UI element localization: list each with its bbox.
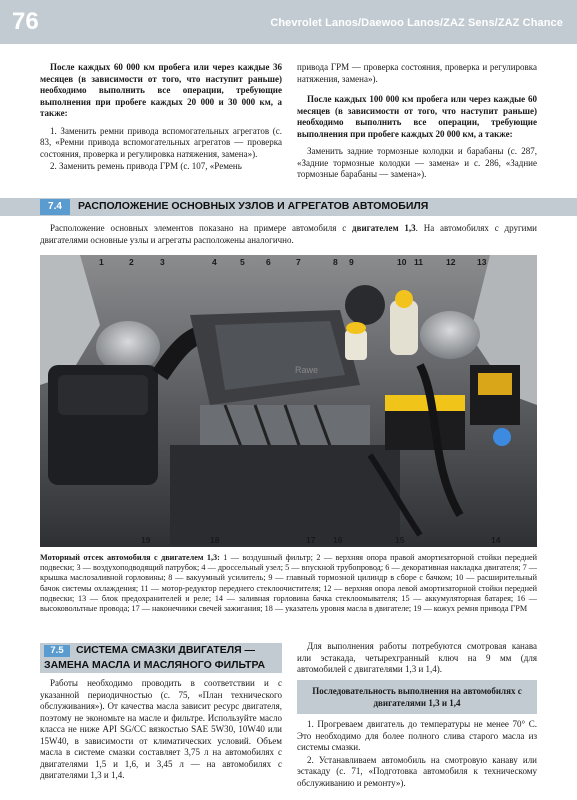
intro-engine: двигателем 1,3 xyxy=(352,223,416,233)
maintenance-100000-intro: После каждых 100 000 км пробега или через каждые 60 месяцев (в зависимости от того, что наступит раньше) необходимо выполнить все операции, требующие выполнения при пробеге каждых 20 000 км, а также: xyxy=(297,94,537,139)
maintenance-item-1: 1. Заменить ремни привода вспомогательных агрегатов (с. 83, «Ремни привода вспомогательных агрегатов — проверка состояния, проверка и регулировка натяжения, замена»). xyxy=(40,125,282,159)
figure-caption xyxy=(40,553,537,614)
tools-required: Для выполнения работы потребуются смотровая канава или эстакада, четырехгранный ключ на 9 мм (для автомобилей с двигателями 1,3 и 1,4). xyxy=(297,641,537,674)
callout-15: 15 xyxy=(395,535,405,545)
callout-8: 8 xyxy=(333,257,338,267)
callout-10: 10 xyxy=(397,257,407,267)
engine-bay-photo xyxy=(40,255,537,547)
book-title: Chevrolet Lanos/Daewoo Lanos/ZAZ Sens/ZAZ Chance xyxy=(270,17,563,29)
oil-change-body: Работы необходимо проводить в соответствии и с указанной периодичностью (с. 75, «План технического обслуживания»). От качества масла зависит ресурс двигателя, поэтому не экономьте на масле и фильтре. Используйте масло класса не ниже API SG/CC вязкостью SAE 5W30, 10W40 или 15W40, в зависимости от климатических условий. Объем масла в системе смазки составляет 3,75 л на автомобилях с двигателями 1,5 и 1,6, и 3,45 л — на автомобилях с двигателями 1,3 и 1,4. xyxy=(40,678,282,780)
section-7-5-number: 7.5 xyxy=(44,645,70,657)
callout-14: 14 xyxy=(491,535,501,545)
caption-head: Моторный отсек автомобиля с двигателем 1,3: xyxy=(40,553,220,562)
step-1: 1. Прогреваем двигатель до температуры не менее 70° С. Это необходимо для более полного слива старого масла из системы смазки. xyxy=(297,719,537,752)
maintenance-item-2: 2. Заменить ремень привода ГРМ (с. 107, «Ремень xyxy=(50,161,242,171)
maintenance-60000-intro: После каждых 60 000 км пробега или через каждые 36 месяцев (в зависимости от того, что наступит раньше) необходимо выполнить все операции, требующие выполнения при пробеге каждых 20 000 и 30 000 км, а также: xyxy=(40,62,282,118)
maintenance-item-2-cont: привода ГРМ — проверка состояния, проверка и регулировка натяжения, замена»). xyxy=(297,62,537,84)
procedure-steps xyxy=(297,719,537,789)
section-7-4-intro xyxy=(40,223,537,246)
section-7-5-left xyxy=(40,678,282,782)
section-7-5-title-2: ЗАМЕНА МАСЛА И МАСЛЯНОГО ФИЛЬТРА xyxy=(44,659,266,671)
page-number: 76 xyxy=(12,8,39,35)
top-right-column xyxy=(297,62,537,181)
section-7-5-title-1: СИСТЕМА СМАЗКИ ДВИГАТЕЛЯ — xyxy=(76,644,256,656)
caption-body: 1 — воздушный фильтр; 2 — верхняя опора правой амортизаторной стойки передней подвески; 3 — воздухоподводящий патрубок; 4 — дроссельный узел; 5 — впускной трубопровод; 6 — декоративная накладка двигателя; 7 — крышка маслозаливной горловины; 8 — вакуумный усилитель; 9 — главный тормозной цилиндр в сборе с бачком; 10 — расширительный бачок системы охлаждения; 11 — мотор-редуктор переднего стеклоочистителя; 12 — верхняя опора левой амортизаторной стойки передней подвески; 13 — блок предохранителей и реле; 14 — заливная горловина бачка стеклоомывателя; 15 — аккумуляторная батарея; 16 — высоковольтные провода; 17 — наконечники свечей зажигания; 18 — указатель уровня масла в двигателе; 19 — кожух ремня привода ГРМ xyxy=(40,553,538,614)
callout-5: 5 xyxy=(240,257,245,267)
callout-13: 13 xyxy=(477,257,487,267)
callout-11: 11 xyxy=(414,257,423,267)
callout-6: 6 xyxy=(266,257,271,267)
callout-16: 16 xyxy=(333,535,343,545)
section-7-4-title: РАСПОЛОЖЕНИЕ ОСНОВНЫХ УЗЛОВ И АГРЕГАТОВ АВТОМОБИЛЯ xyxy=(78,200,429,212)
callout-12: 12 xyxy=(446,257,456,267)
callout-3: 3 xyxy=(160,257,165,267)
callout-1: 1 xyxy=(99,257,104,267)
callout-4: 4 xyxy=(212,257,217,267)
intro-text-c: . На автомобилях с другими двигателями основные узлы и агрегаты расположены аналогично. xyxy=(40,223,537,245)
page-header xyxy=(0,0,577,44)
callout-9: 9 xyxy=(349,257,354,267)
callout-17: 17 xyxy=(306,535,316,545)
procedure-box-title xyxy=(297,680,537,714)
section-7-5-right xyxy=(297,641,537,676)
top-left-column xyxy=(40,62,282,173)
callout-19: 19 xyxy=(141,535,151,545)
intro-text-a: Расположение основных элементов показано на примере автомобиля с xyxy=(50,223,353,233)
procedure-box-text: Последовательность выполнения на автомобилях с двигателями 1,3 и 1,4 xyxy=(312,686,522,708)
callout-7: 7 xyxy=(296,257,301,267)
maintenance-brakes-item: Заменить задние тормозные колодки и барабаны (с. 287, «Задние тормозные колодки — замена» и с. 286, «Задние тормозные барабаны — замена»). xyxy=(297,146,537,179)
section-7-4-number: 7.4 xyxy=(40,199,70,215)
callout-18: 18 xyxy=(210,535,220,545)
callout-2: 2 xyxy=(129,257,134,267)
step-2: 2. Устанавливаем автомобиль на смотровую канаву или эстакаду (с. 71, «Подготовка автомобиля к техническому обслуживанию и ремонту»). xyxy=(297,754,537,788)
engine-label: Rawe xyxy=(295,365,319,375)
